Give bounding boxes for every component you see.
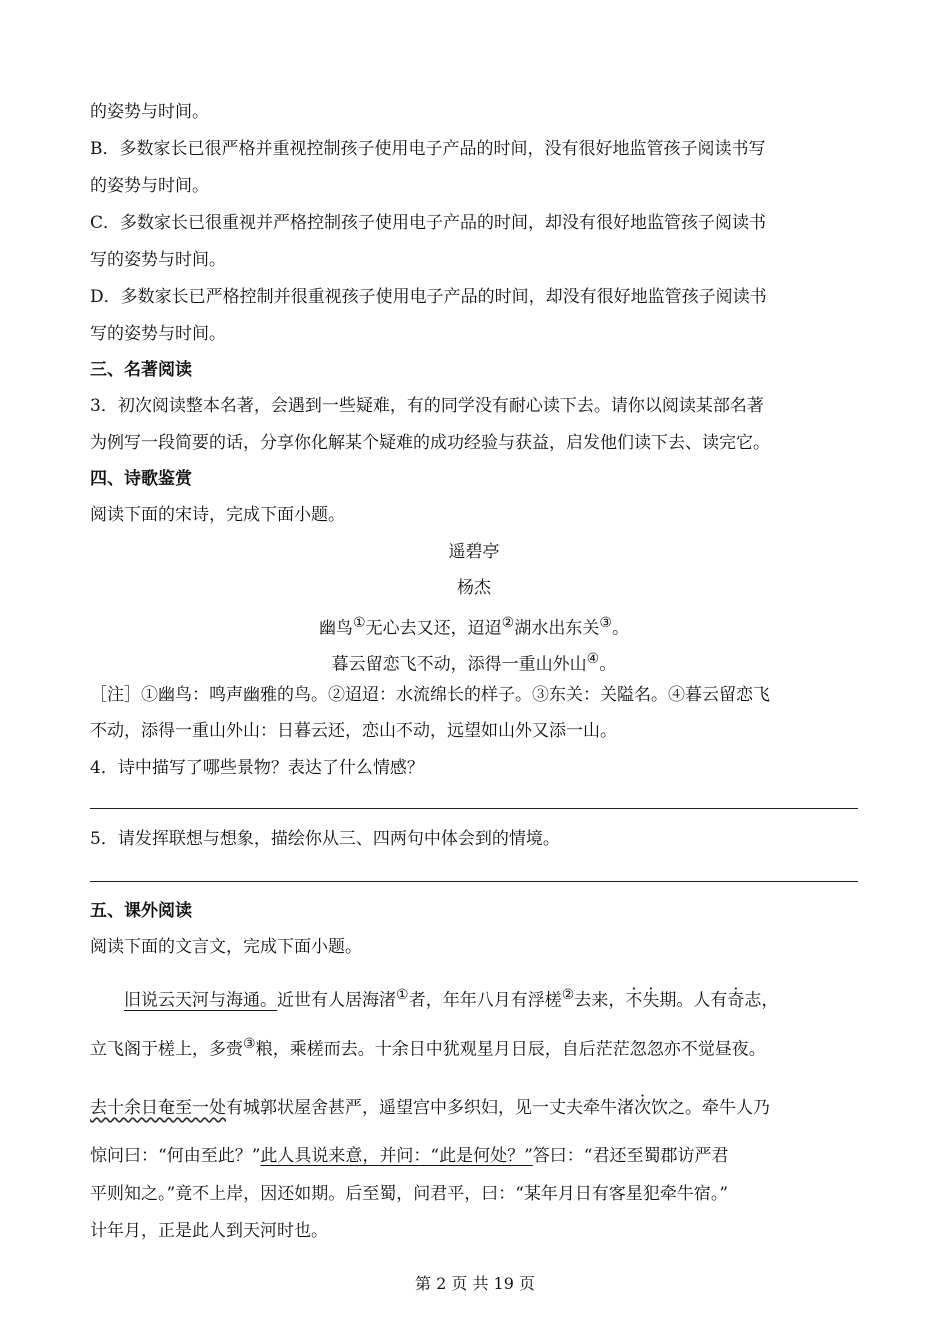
passage-line-5: 平则知之。”竟不上岸，因还如期。后至蜀，问君平，曰：“某年月日有客星犯牵牛宿。” [90,1184,729,1204]
question-4: 4．诗中描写了哪些景物？表达了什么情感？ [90,758,424,778]
page-footer: 第 2 页 共 19 页 [414,1274,536,1293]
poem-notes-line1: ［注］①幽鸟：鸣声幽雅的鸟。②迢迢：水流绵长的样子。③东关：关隘名。④暮云留恋飞 [90,685,770,705]
option-b-line2: 的姿势与时间。 [90,176,209,196]
poem-notes-line2: 不动，添得一重山外山：日暮云还，恋山不动，远望如山外又添一山。 [90,721,617,741]
poem-title: 遥碧亭 [448,542,500,562]
section5-heading: 五、课外阅读 [90,901,192,921]
option-b-line1: B．多数家长已很严格并重视控制孩子使用电子产品的时间，没有很好地监管孩子阅读书写 [90,139,766,159]
option-d-line2: 写的姿势与时间。 [90,324,226,344]
section4-intro: 阅读下面的宋诗，完成下面小题。 [90,505,345,525]
passage-line-1: 旧说云天河与海通。近世有人居海渚①者，年年八月有浮槎②去来，不失期。人有奇志， [124,987,779,1011]
option-c-line1: C．多数家长已很重视并严格控制孩子使用电子产品的时间，却没有很好地监管孩子阅读书 [90,213,767,233]
page-total: 19 [493,1274,514,1293]
passage-line-6: 计年月，正是此人到天河时也。 [90,1221,328,1241]
answer-line-q5[interactable] [90,881,858,882]
section5-intro: 阅读下面的文言文，完成下面小题。 [90,937,362,957]
passage-line-4: 惊问曰：“何由至此？”此人具说来意，并问：“此是何处？”答曰：“君还至蜀郡访严君 [90,1146,729,1166]
passage-line-2: 立飞阁于槎上，多赍③粮，乘槎而去。十余日中犹观星月日辰，自后茫茫忽忽亦不觉昼夜。 [90,1036,766,1060]
option-a-tail: 的姿势与时间。 [90,102,209,122]
question-3-line2: 为例写一段简要的话，分享你化解某个疑难的成功经验与获益，启发他们读下去、读完它。 [90,433,770,453]
question-3-line1: 3．初次阅读整本名著，会遇到一些疑难，有的同学没有耐心读下去。请你以阅读某部名著 [90,396,764,416]
option-c-line2: 写的姿势与时间。 [90,250,226,270]
poem-verse-1: 幽鸟①无心去又还，迢迢②湖水出东关③。 [318,615,630,639]
page-number: 2 [436,1274,447,1293]
answer-line-q4[interactable] [90,808,858,809]
section4-heading: 四、诗歌鉴赏 [90,469,192,489]
question-5: 5．请发挥联想与想象，描绘你从三、四两句中体会到的情境。 [90,829,560,849]
option-d-line1: D．多数家长已严格控制并很重视孩子使用电子产品的时间，却没有很好地监管孩子阅读书 [90,287,767,307]
section3-heading: 三、名著阅读 [90,360,192,380]
passage-line-3: 去十余日奄至一处有城郭状屋舍甚严，遥望宫中多织妇，见一丈夫牵牛渚次饮之。牵牛人乃 [90,1098,770,1118]
poem-verse-2: 暮云留恋飞不动，添得一重山外山④。 [331,651,617,675]
poem-author: 杨杰 [457,578,491,598]
